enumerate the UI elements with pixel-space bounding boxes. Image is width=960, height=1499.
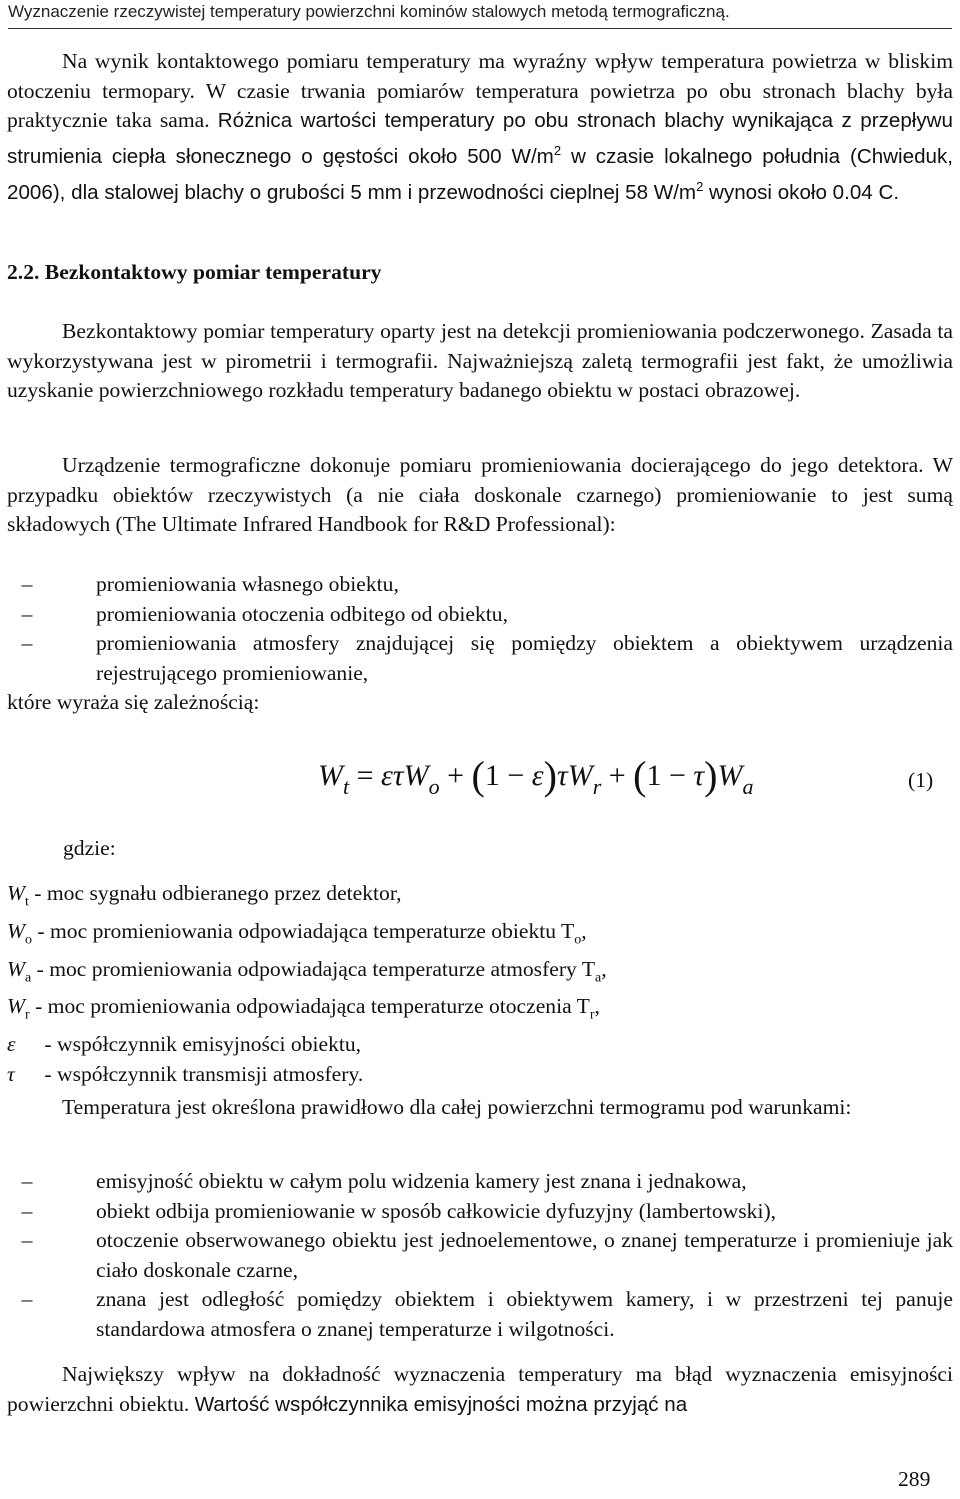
page-number: 289 — [898, 1467, 931, 1491]
eq-term: 1 − — [484, 759, 525, 792]
eq-symbol: ε — [531, 759, 544, 792]
eq-subscript: t — [343, 774, 350, 799]
eq-operator: + — [608, 759, 626, 792]
after-list-text: które wyraża się zależnością: — [7, 690, 260, 714]
list-item — [7, 629, 953, 688]
eq-subscript: o — [428, 774, 440, 799]
list-item-text: otoczenie obserwowanego obiektu jest jednoelementowe, o znanej temperaturze i promieniuje jak ciało doskonale czarne, — [96, 1228, 953, 1282]
def-subscript: r — [589, 1007, 595, 1023]
closing-text: Największy wpływ na dokładność wyznaczenia temperatury ma błąd wyznaczenia emisyjności powierzchni obiektu. — [7, 1362, 953, 1416]
dash-bullet: – — [21, 1198, 33, 1223]
def-symbol: τ — [7, 1061, 15, 1086]
definitions-list — [7, 879, 953, 1089]
superscript: 2 — [696, 178, 704, 194]
intro-sentence-1: Na wynik kontaktowego pomiaru temperatury ma wyraźny wpływ temperatura powietrza w bliskim otoczeniu termopary. W czasie trwania pomiarów temperatura powietrza po obu stronach blachy była praktycznie taka sama. — [7, 49, 953, 133]
intro-sentence-2a: Różnica wartości temperatury po obu stronach blachy wynikająca z przepływu strumienia ciepła słonecznego o gęstości około 500 W/m — [7, 109, 953, 168]
list-item — [7, 1197, 953, 1227]
def-subscript: a — [25, 969, 32, 985]
eq-symbol: ετ — [381, 759, 404, 792]
def-subscript: o — [574, 932, 582, 948]
section-paragraph-2: Urządzenie termograficzne dokonuje pomiaru promieniowania docierającego do jego detektora. W przypadku obiektów rzeczywistych (a nie ciała doskonale czarnego) promieniowanie to jest sumą składowych (The Ultimate Infrared Handbook for R&D Professional): — [7, 453, 953, 537]
closing-paragraph — [7, 1360, 953, 1419]
definition-item — [7, 1030, 953, 1060]
intro-sentence-2b: w czasie lokalnego południa (Chwieduk, 2006), dla stalowej blachy o grubości 5 mm i przewodności cieplnej 58 W/m — [7, 144, 953, 204]
where-label: gdzie: — [63, 836, 116, 860]
list-item — [7, 1285, 953, 1344]
def-subscript: o — [25, 932, 32, 948]
dash-bullet: – — [21, 631, 33, 656]
def-text: - współczynnik emisyjności obiektu, — [39, 1032, 362, 1057]
eq-symbol: τ — [556, 759, 568, 792]
def-subscript: t — [25, 894, 29, 910]
list-item — [7, 1167, 953, 1197]
eq-symbol: τ — [693, 759, 705, 792]
equation-number: (1) — [908, 768, 934, 792]
list-item-text: znana jest odległość pomiędzy obiektem i obiektywem kamery, i w przestrzeni tej panuje standardowa atmosfera o znanej temperaturze i wilgotności. — [96, 1287, 953, 1341]
eq-symbol: W — [567, 759, 593, 792]
superscript: 2 — [553, 142, 562, 158]
eq-symbol: W — [318, 759, 343, 792]
section-paragraph-1: Bezkontaktowy pomiar temperatury oparty jest na detekcji promieniowania podczerwonego. Zasada ta wykorzystywana jest w pirometrii i termografii. Najważniejszą zaletą termografii jest fakt, że umożliwia uzyskanie powierzchniowego rozkładu temperatury badanego obiektu w postaci obrazowej. — [7, 319, 953, 403]
eq-paren: ( — [633, 753, 647, 798]
conditions-list — [7, 1167, 953, 1345]
dash-bullet: – — [21, 1287, 33, 1312]
dash-bullet: – — [21, 1169, 33, 1193]
dash-bullet: – — [21, 1228, 33, 1253]
def-symbol: W — [7, 881, 25, 905]
intro-sentence-2c: wynosi około 0.04 C. — [703, 180, 900, 204]
def-text: - moc promieniowania odpowiadająca temperaturze atmosfery T — [31, 956, 596, 981]
list-item-text: promieniowania własnego obiektu, — [96, 572, 399, 596]
dash-bullet: – — [21, 572, 33, 596]
def-text: - moc promieniowania odpowiadająca temperaturze otoczenia T — [29, 994, 590, 1019]
eq-paren: ( — [471, 753, 485, 798]
eq-term: 1 − — [646, 759, 686, 792]
dash-bullet: – — [21, 601, 33, 626]
list-item-text: promieniowania otoczenia odbitego od obiektu, — [96, 601, 508, 626]
components-list — [7, 570, 953, 688]
list-item — [7, 570, 953, 600]
list-item-text: obiekt odbija promieniowanie w sposób całkowicie dyfuzyjny (lambertowski), — [96, 1198, 777, 1223]
list-item-text: emisyjność obiektu w całym polu widzenia kamery jest znana i jednakowa, — [96, 1169, 747, 1193]
intro-paragraph — [7, 47, 953, 207]
running-header: Wyznaczenie rzeczywistej temperatury powierzchni kominów stalowych metodą termograficzną. — [8, 2, 952, 29]
def-symbol: W — [7, 994, 25, 1019]
definition-item — [7, 1060, 953, 1090]
def-text: - moc promieniowania odpowiadająca temperaturze obiektu T — [32, 918, 575, 943]
eq-operator: = — [356, 759, 374, 792]
closing-text: Wartość współczynnika emisyjności można przyjąć na — [194, 1392, 688, 1416]
def-text: - moc sygnału odbieranego przez detektor, — [28, 881, 402, 905]
conditions-intro: Temperatura jest określona prawidłowo dla całej powierzchni termogramu pod warunkami: — [62, 1095, 852, 1119]
def-subscript: a — [595, 969, 602, 985]
def-text: , — [594, 994, 600, 1019]
eq-paren: ) — [543, 753, 557, 798]
list-item-text: promieniowania atmosfery znajdującej się pomiędzy obiektem a obiektywem urządzenia rejestrującego promieniowanie, — [96, 631, 953, 685]
definition-item — [7, 955, 953, 993]
definition-item — [7, 992, 953, 1030]
list-item — [7, 600, 953, 630]
def-text: - współczynnik transmisji atmosfery. — [39, 1061, 364, 1086]
eq-operator: + — [447, 759, 465, 792]
eq-symbol: W — [717, 759, 743, 792]
eq-subscript: a — [742, 774, 754, 799]
list-item — [7, 1226, 953, 1285]
definition-item — [7, 879, 953, 917]
def-symbol: W — [7, 956, 25, 981]
def-symbol: W — [7, 918, 25, 943]
section-heading: 2.2. Bezkontaktowy pomiar temperatury — [7, 260, 382, 284]
eq-subscript: r — [592, 774, 602, 799]
eq-symbol: W — [403, 759, 429, 792]
eq-paren: ) — [704, 753, 718, 798]
def-text: , — [581, 918, 587, 943]
definition-item — [7, 917, 953, 955]
equation — [318, 748, 918, 818]
def-text: , — [601, 956, 607, 981]
def-subscript: r — [25, 1007, 30, 1023]
def-symbol: ε — [7, 1032, 16, 1057]
